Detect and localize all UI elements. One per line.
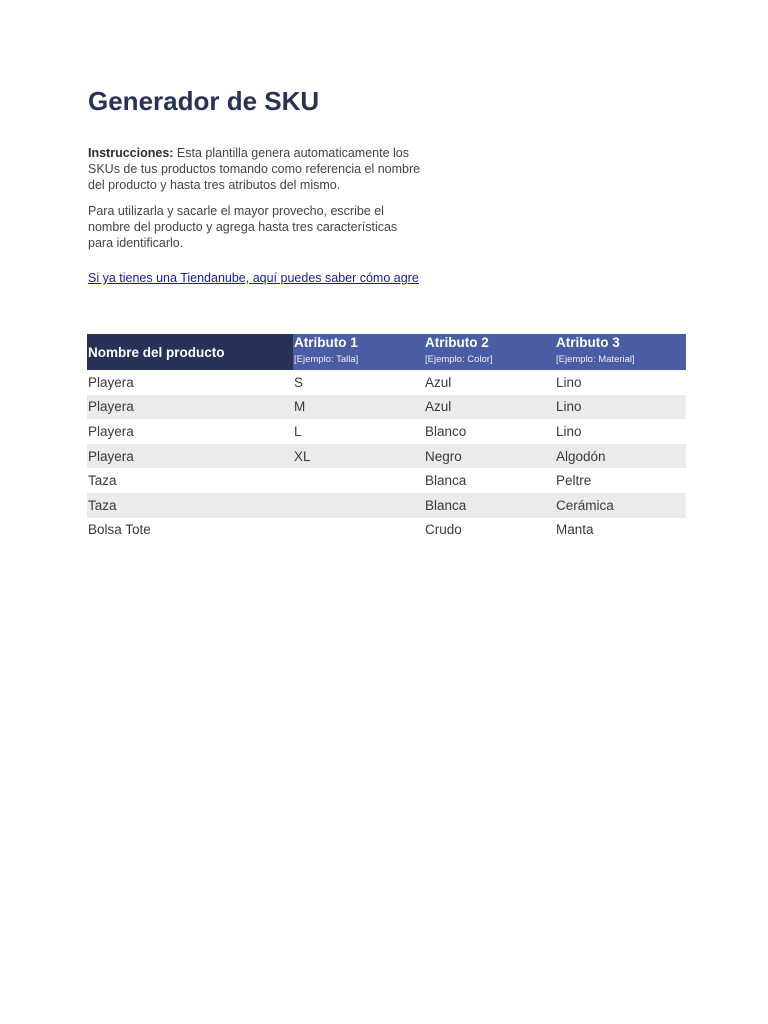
tiendanube-help-link[interactable]: Si ya tienes una Tiendanube, aquí puedes saber cómo agre bbox=[88, 271, 419, 285]
instructions-label: Instrucciones: bbox=[88, 146, 174, 160]
header-attribute-3 bbox=[555, 334, 686, 370]
cell-product-name[interactable]: Playera bbox=[88, 374, 134, 390]
cell-attribute-2[interactable]: Azul bbox=[424, 395, 555, 420]
page-title: Generador de SKU bbox=[88, 86, 320, 116]
cell-attribute-3[interactable]: Cerámica bbox=[555, 493, 686, 518]
cell-product-name[interactable]: Playera bbox=[87, 395, 293, 420]
table-row bbox=[87, 370, 686, 395]
header-attribute-1-title: Atributo 1 bbox=[294, 335, 358, 350]
header-attribute-1-example: [Ejemplo: Talla] bbox=[294, 354, 359, 365]
cell-attribute-3[interactable]: Algodón bbox=[555, 444, 686, 469]
instructions-paragraph bbox=[88, 145, 424, 193]
header-attribute-2-title: Atributo 2 bbox=[425, 335, 489, 350]
cell-attribute-1[interactable] bbox=[293, 518, 424, 543]
table-row bbox=[87, 493, 686, 518]
sku-table bbox=[87, 334, 686, 542]
table-row bbox=[87, 419, 686, 444]
cell-product-name[interactable]: Taza bbox=[88, 473, 117, 489]
cell-attribute-2[interactable]: Azul bbox=[425, 374, 452, 390]
cell-product-name[interactable]: Taza bbox=[87, 493, 293, 518]
cell-attribute-1[interactable]: XL bbox=[293, 444, 424, 469]
cell-attribute-3[interactable]: Lino bbox=[556, 374, 582, 390]
header-attribute-3-title: Atributo 3 bbox=[556, 335, 620, 350]
usage-paragraph: Para utilizarla y sacarle el mayor provecho, escribe el nombre del producto y agrega hasta tres características para identificarlo. bbox=[88, 204, 398, 250]
instructions-text: Esta plantilla genera automaticamente los SKUs de tus productos tomando como referencia el nombre del producto y hasta tres atributos del mismo. bbox=[88, 146, 421, 192]
cell-attribute-1[interactable]: M bbox=[293, 395, 424, 420]
cell-attribute-3[interactable]: Peltre bbox=[556, 473, 592, 489]
cell-attribute-3[interactable]: Lino bbox=[555, 395, 686, 420]
cell-attribute-1[interactable] bbox=[293, 493, 424, 518]
header-attribute-2-example: [Ejemplo: Color] bbox=[425, 354, 493, 365]
cell-attribute-3[interactable]: Manta bbox=[556, 522, 594, 538]
header-attribute-2 bbox=[424, 334, 555, 370]
table-row bbox=[87, 468, 686, 493]
table-row bbox=[87, 395, 686, 420]
cell-attribute-2[interactable]: Blanca bbox=[425, 473, 467, 489]
cell-attribute-2[interactable]: Crudo bbox=[425, 522, 462, 538]
header-attribute-1 bbox=[293, 334, 424, 370]
cell-product-name[interactable]: Bolsa Tote bbox=[88, 522, 151, 538]
cell-attribute-2[interactable]: Blanco bbox=[425, 423, 467, 439]
cell-attribute-3[interactable]: Lino bbox=[556, 423, 582, 439]
header-product-name: Nombre del producto bbox=[87, 334, 293, 370]
cell-attribute-2[interactable]: Blanca bbox=[424, 493, 555, 518]
cell-product-name[interactable]: Playera bbox=[88, 423, 134, 439]
cell-attribute-1[interactable] bbox=[293, 468, 424, 493]
cell-attribute-1[interactable]: L bbox=[294, 423, 302, 439]
header-attribute-3-example: [Ejemplo: Material] bbox=[556, 354, 635, 365]
table-row bbox=[87, 444, 686, 469]
cell-attribute-2[interactable]: Negro bbox=[424, 444, 555, 469]
cell-attribute-1[interactable]: S bbox=[294, 374, 304, 390]
cell-product-name[interactable]: Playera bbox=[87, 444, 293, 469]
table-row bbox=[87, 518, 686, 543]
tiendanube-link-cell bbox=[88, 269, 424, 287]
table-header-row bbox=[87, 334, 686, 370]
